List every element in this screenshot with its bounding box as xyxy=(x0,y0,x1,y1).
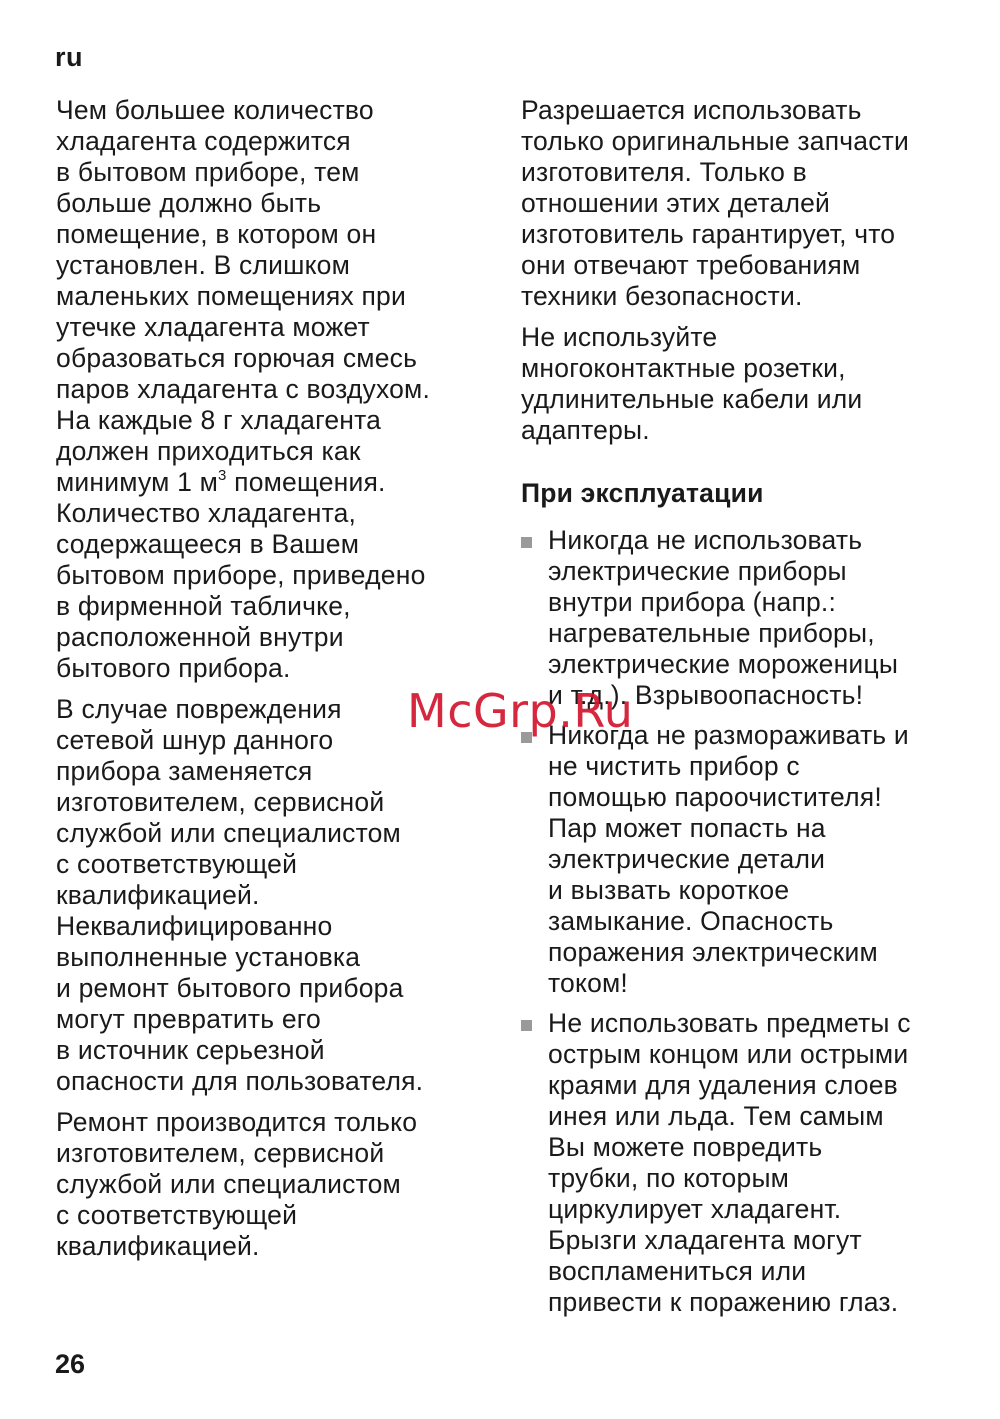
text-line: паров хладагента с воздухом. xyxy=(56,374,431,404)
text-line: в фирменной табличке, xyxy=(56,591,351,621)
repair-paragraph xyxy=(56,1107,476,1262)
text-line: могут превратить его xyxy=(56,1004,321,1034)
text-line: они отвечают требованиям xyxy=(521,250,861,280)
text-line: службой или специалистом xyxy=(56,1169,401,1199)
text-line: адаптеры. xyxy=(521,415,650,445)
page-number: 26 xyxy=(55,1349,86,1379)
text-line: инея или льда. Тем самым xyxy=(548,1101,884,1131)
refrigerant-paragraph xyxy=(56,95,476,684)
list-item xyxy=(521,1008,951,1318)
text-line: хладагента содержится xyxy=(56,126,351,156)
text-line: и ремонт бытового прибора xyxy=(56,973,404,1003)
text-line: электрические приборы xyxy=(548,556,847,586)
text-line: циркулирует хладагент. xyxy=(548,1194,842,1224)
text-line: только оригинальные запчасти xyxy=(521,126,909,156)
text-line: и т.д.). Взрывоопасность! xyxy=(548,680,864,710)
spare-parts-paragraph xyxy=(521,95,951,312)
text-line: расположенной внутри xyxy=(56,622,344,652)
text-line: Брызги хладагента могут xyxy=(548,1225,862,1255)
text-line: острым концом или острыми xyxy=(548,1039,909,1069)
text-line xyxy=(56,467,476,498)
text-line: в бытовом приборе, тем xyxy=(56,157,360,187)
text-fragment: помещения. xyxy=(226,467,386,497)
text-line: с соответствующей xyxy=(56,849,298,879)
text-line: должен приходиться как xyxy=(56,436,361,466)
text-line: Неквалифицированно xyxy=(56,911,333,941)
text-line: прибора заменяется xyxy=(56,756,313,786)
language-code: ru xyxy=(55,42,83,72)
text-line: содержащееся в Вашем xyxy=(56,529,360,559)
text-line: Чем большее количество xyxy=(56,95,374,125)
text-line: службой или специалистом xyxy=(56,818,401,848)
text-line: выполненные установка xyxy=(56,942,361,972)
list-item xyxy=(521,720,951,999)
text-line: изготовителем, сервисной xyxy=(56,787,385,817)
text-line: Вы можете повредить xyxy=(548,1132,823,1162)
text-line: квалификацией. xyxy=(56,1231,260,1261)
text-line: Никогда не размораживать и xyxy=(548,720,909,750)
sockets-paragraph xyxy=(521,322,951,446)
text-line: Никогда не использовать xyxy=(548,525,863,555)
text-line: техники безопасности. xyxy=(521,281,803,311)
text-line: током! xyxy=(548,968,628,998)
text-line: утечке хладагента может xyxy=(56,312,370,342)
power-cord-paragraph xyxy=(56,694,476,1097)
text-line: не чистить прибор с xyxy=(548,751,800,781)
text-line: электрические мороженицы xyxy=(548,649,899,679)
text-line: Пар может попасть на xyxy=(548,813,826,843)
text-line: бытового прибора. xyxy=(56,653,291,683)
text-line: изготовителя. Только в xyxy=(521,157,807,187)
text-line: нагревательные приборы, xyxy=(548,618,875,648)
text-line: помещение, в котором он xyxy=(56,219,377,249)
square-bullet-icon xyxy=(521,1020,532,1031)
text-line: электрические детали xyxy=(548,844,826,874)
text-line: изготовителем, сервисной xyxy=(56,1138,385,1168)
section-heading: При эксплуатации xyxy=(521,478,764,508)
text-line: Количество хладагента, xyxy=(56,498,357,528)
watermark: McGrp.Ru xyxy=(407,684,634,738)
text-line: многоконтактные розетки, xyxy=(521,353,846,383)
text-line: удлинительные кабели или xyxy=(521,384,863,414)
square-bullet-icon xyxy=(521,537,532,548)
superscript: 3 xyxy=(218,467,227,484)
text-line: Разрешается использовать xyxy=(521,95,862,125)
text-line: бытовом приборе, приведено xyxy=(56,560,426,590)
text-line: В случае повреждения xyxy=(56,694,342,724)
text-line: На каждые 8 г хладагента xyxy=(56,405,382,435)
text-line: с соответствующей xyxy=(56,1200,298,1230)
text-line: и вызвать короткое xyxy=(548,875,790,905)
text-line: установлен. В слишком xyxy=(56,250,351,280)
text-line: поражения электрическим xyxy=(548,937,878,967)
text-fragment: минимум 1 м xyxy=(56,467,219,497)
text-line: отношении этих деталей xyxy=(521,188,831,218)
text-line: Не использовать предметы с xyxy=(548,1008,911,1038)
text-line: сетевой шнур данного xyxy=(56,725,334,755)
text-line: помощью пароочистителя! xyxy=(548,782,882,812)
text-line: воспламениться или xyxy=(548,1256,807,1286)
text-line: трубки, по которым xyxy=(548,1163,790,1193)
text-line: Не используйте xyxy=(521,322,718,352)
text-line: образоваться горючая смесь xyxy=(56,343,418,373)
text-line: опасности для пользователя. xyxy=(56,1066,424,1096)
text-line: внутри прибора (напр.: xyxy=(548,587,837,617)
text-line: краями для удаления слоев xyxy=(548,1070,898,1100)
text-line: в источник серьезной xyxy=(56,1035,325,1065)
text-line: квалификацией. xyxy=(56,880,260,910)
text-line: привести к поражению глаз. xyxy=(548,1287,899,1317)
text-line: маленьких помещениях при xyxy=(56,281,406,311)
text-line: замыкание. Опасность xyxy=(548,906,834,936)
text-line: Ремонт производится только xyxy=(56,1107,418,1137)
text-line: больше должно быть xyxy=(56,188,322,218)
text-line: изготовитель гарантирует, что xyxy=(521,219,896,249)
